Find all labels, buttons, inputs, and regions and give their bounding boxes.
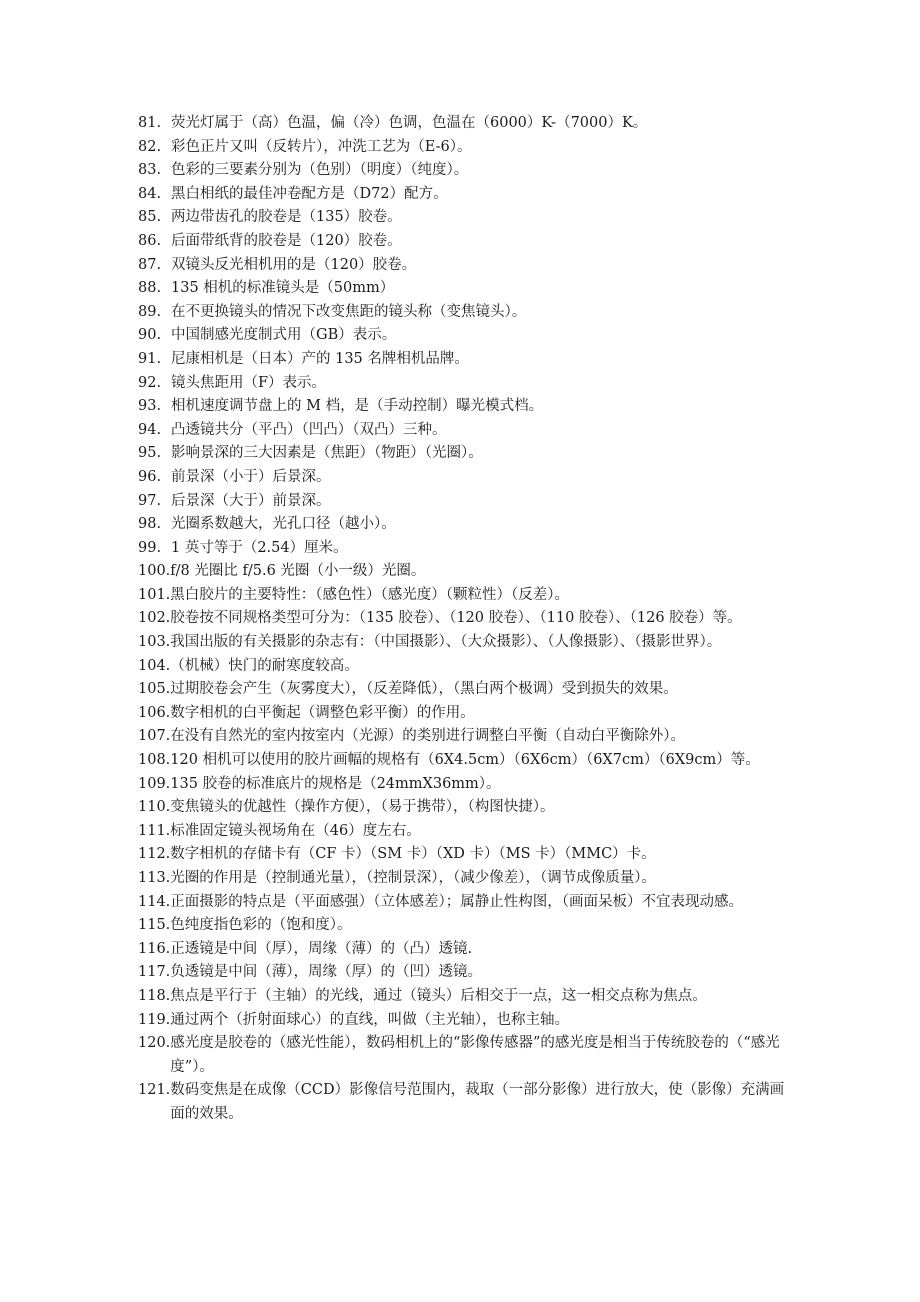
item-text: 影响景深的三大因素是（焦距）（物距）（光圈）。 xyxy=(171,445,483,462)
list-item xyxy=(138,348,788,372)
item-text: 感光度是胶卷的（感光性能），数码相机上的“影像传感器”的感光度是相当于传统胶卷的（“感光度”）。 xyxy=(170,1035,780,1075)
list-item xyxy=(138,678,788,702)
list-item xyxy=(138,301,788,325)
item-number: 92. xyxy=(138,374,162,391)
item-number: 98. xyxy=(138,516,162,533)
item-text: 两边带齿孔的胶卷是（135）胶卷。 xyxy=(171,209,402,226)
item-text: 色彩的三要素分别为（色别）（明度）（纯度）。 xyxy=(171,162,469,179)
list-item xyxy=(138,1032,788,1079)
item-text: 正面摄影的特点是（平面感强）（立体感差）；属静止性构图，（画面呆板）不宜表现动感。 xyxy=(170,893,744,910)
item-text: 变焦镜头的优越性（操作方便），（易于携带），（构图快捷）。 xyxy=(170,799,555,816)
item-text: 后面带纸背的胶卷是（120）胶卷。 xyxy=(171,232,402,249)
item-number: 106. xyxy=(138,704,171,721)
list-item xyxy=(138,1009,788,1033)
item-number: 113. xyxy=(138,870,171,886)
item-text: 相机速度调节盘上的 M 档，是（手动控制）曝光模式档。 xyxy=(171,398,544,415)
list-item xyxy=(138,773,788,797)
list-item xyxy=(138,820,788,844)
list-item xyxy=(138,419,788,443)
item-number: 103. xyxy=(138,634,171,651)
item-text: 焦点是平行于（主轴）的光线，通过（镜头）后相交于一点，这一相交点称为焦点。 xyxy=(170,987,707,1004)
item-text: 双镜头反光相机用的是（120）胶卷。 xyxy=(171,256,417,273)
list-item xyxy=(138,607,788,631)
list-item xyxy=(138,796,788,820)
item-text: 在不更换镜头的情况下改变焦距的镜头称（变焦镜头）。 xyxy=(171,303,527,320)
item-text: 光圈的作用是（控制通光量），（控制景深），（减少像差），（调节成像质量）。 xyxy=(170,870,657,886)
item-number: 86. xyxy=(138,232,162,249)
item-text: 光圈系数越大，光孔口径（越小）。 xyxy=(171,516,396,533)
item-text: 数字相机的白平衡起（调整色彩平衡）的作用。 xyxy=(170,704,475,721)
item-text: 尼康相机是（日本）产的 135 名牌相机品牌。 xyxy=(171,350,469,367)
item-number: 96. xyxy=(138,468,162,485)
item-number: 112. xyxy=(138,846,171,863)
item-text: （机械）快门的耐寒度较高。 xyxy=(170,657,359,674)
item-number: 82. xyxy=(138,138,162,155)
item-number: 84. xyxy=(138,185,162,202)
item-text: 镜头焦距用（F）表示。 xyxy=(171,374,327,391)
item-text: f/8 光圈比 f/5.6 光圈（小一级）光圈。 xyxy=(170,563,426,580)
item-text: 荧光灯属于（高）色温，偏（冷）色调，色温在（6000）K-（7000）K。 xyxy=(171,115,648,131)
list-item xyxy=(138,183,788,207)
item-number: 102. xyxy=(138,610,171,627)
item-number: 97. xyxy=(138,492,162,509)
item-text: 前景深（小于）后景深。 xyxy=(171,468,331,485)
item-number: 90. xyxy=(138,327,162,344)
item-number: 109. xyxy=(138,775,171,792)
item-number: 95. xyxy=(138,445,162,462)
item-number: 81. xyxy=(138,115,162,131)
item-text: 正透镜是中间（厚），周缘（薄）的（凸）透镜. xyxy=(170,940,473,957)
item-text: 在没有自然光的室内按室内（光源）的类别进行调整白平衡（自动白平衡除外）。 xyxy=(170,728,686,745)
item-number: 119. xyxy=(138,1011,171,1028)
list-item xyxy=(138,537,788,561)
item-number: 100. xyxy=(138,563,171,580)
list-item xyxy=(138,938,788,962)
item-number: 110. xyxy=(138,799,171,816)
item-number: 83. xyxy=(138,162,162,179)
list-item xyxy=(138,324,788,348)
item-text: 135 相机的标准镜头是（50mm） xyxy=(171,280,395,297)
item-number: 85. xyxy=(138,209,162,226)
item-text: 我国出版的有关摄影的杂志有：（中国摄影）、（大众摄影）、（人像摄影）、（摄影世界）。 xyxy=(170,634,722,651)
item-number: 89. xyxy=(138,303,162,320)
list-item xyxy=(138,843,788,867)
item-text: 彩色正片又叫（反转片），冲洗工艺为（E-6）。 xyxy=(171,138,472,155)
item-number: 94. xyxy=(138,421,162,438)
item-text: 通过两个（折射面球心）的直线，叫做（主光轴），也称主轴。 xyxy=(170,1011,570,1028)
item-number: 104. xyxy=(138,657,171,674)
list-item xyxy=(138,891,788,915)
item-number: 111. xyxy=(138,822,171,839)
list-item xyxy=(138,867,788,891)
item-number: 107. xyxy=(138,728,171,745)
list-item xyxy=(138,914,788,938)
list-item xyxy=(138,584,788,608)
item-text: 凸透镜共分（平凸）（凹凸）（双凸）三种。 xyxy=(171,421,447,438)
item-text: 1 英寸等于（2.54）厘米。 xyxy=(171,539,348,556)
item-number: 101. xyxy=(138,586,171,603)
item-number: 116. xyxy=(138,940,171,957)
list-item xyxy=(138,560,788,584)
item-text: 黑白相纸的最佳冲卷配方是（D72）配方。 xyxy=(171,185,448,202)
item-number: 93. xyxy=(138,398,162,415)
question-answer-list xyxy=(138,112,788,1127)
item-text: 标准固定镜头视场角在（46）度左右。 xyxy=(170,822,421,839)
list-item xyxy=(138,112,788,136)
list-item xyxy=(138,725,788,749)
list-item xyxy=(138,466,788,490)
list-item xyxy=(138,136,788,160)
item-text: 后景深（大于）前景深。 xyxy=(171,492,331,509)
item-number: 91. xyxy=(138,350,162,367)
item-number: 114. xyxy=(138,893,171,910)
item-number: 87. xyxy=(138,256,162,273)
list-item xyxy=(138,372,788,396)
list-item xyxy=(138,490,788,514)
list-item xyxy=(138,749,788,773)
list-item xyxy=(138,631,788,655)
list-item xyxy=(138,513,788,537)
item-text: 数码变焦是在成像（CCD）影像信号范围内，裁取（一部分影像）进行放大，使（影像）充满画面的效果。 xyxy=(170,1082,785,1122)
list-item xyxy=(138,442,788,466)
item-number: 117. xyxy=(138,964,171,981)
item-text: 过期胶卷会产生（灰雾度大），（反差降低），（黑白两个极调）受到损失的效果。 xyxy=(170,681,678,698)
item-number: 108. xyxy=(138,752,171,769)
list-item xyxy=(138,206,788,230)
item-number: 88. xyxy=(138,280,162,297)
list-item xyxy=(138,985,788,1009)
item-number: 105. xyxy=(138,681,171,698)
item-number: 118. xyxy=(138,987,171,1004)
item-text: 胶卷按不同规格类型可分为：（135 胶卷）、（120 胶卷）、（110 胶卷）、（126 胶卷）等。 xyxy=(170,610,742,627)
item-text: 135 胶卷的标准底片的规格是（24mmX36mm）。 xyxy=(170,775,501,792)
item-number: 121. xyxy=(138,1082,171,1099)
list-item xyxy=(138,655,788,679)
item-text: 黑白胶片的主要特性：（感色性）（感光度）（颗粒性）（反差）。 xyxy=(170,586,570,603)
list-item xyxy=(138,395,788,419)
item-number: 120. xyxy=(138,1035,171,1052)
item-text: 负透镜是中间（薄），周缘（厚）的（凹）透镜。 xyxy=(170,964,483,981)
list-item xyxy=(138,230,788,254)
item-text: 中国制感光度制式用（GB）表示。 xyxy=(171,327,397,344)
item-text: 色纯度指色彩的（饱和度）。 xyxy=(170,917,352,934)
list-item xyxy=(138,702,788,726)
list-item xyxy=(138,254,788,278)
item-number: 115. xyxy=(138,917,171,934)
list-item xyxy=(138,277,788,301)
list-item xyxy=(138,1079,788,1126)
item-text: 120 相机可以使用的胶片画幅的规格有（6X4.5cm）（6X6cm）（6X7cm）（6X9cm）等。 xyxy=(170,752,760,769)
list-item xyxy=(138,961,788,985)
list-item xyxy=(138,159,788,183)
item-text: 数字相机的存储卡有（CF 卡）（SM 卡）（XD 卡）（MS 卡）（MMC）卡。 xyxy=(170,846,656,863)
item-number: 99. xyxy=(138,539,162,556)
